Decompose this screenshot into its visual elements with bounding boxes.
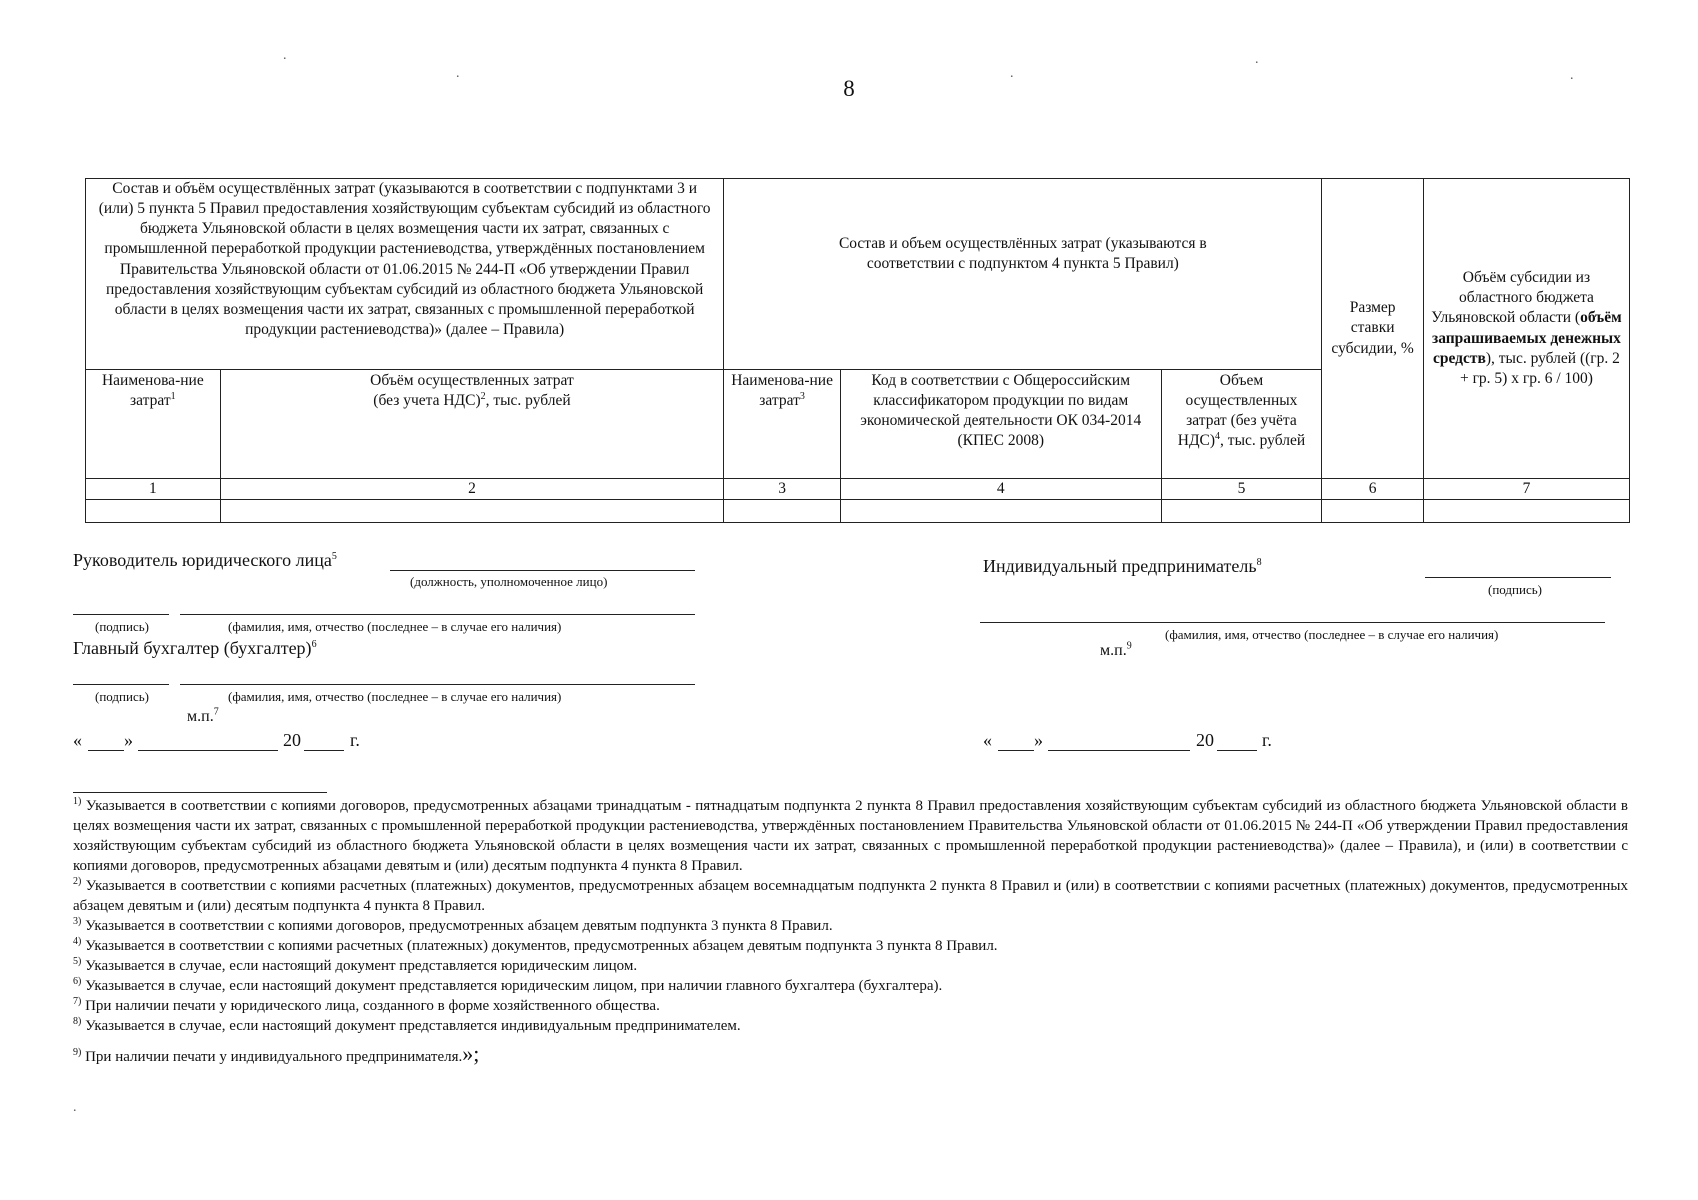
year-suffix: г. <box>350 730 360 750</box>
fio-line[interactable] <box>180 684 695 685</box>
footnote: $^{1)}$ Указывается в соответствии с копиями договоров, предусмотренных абзацами тринадцатым - пятнадцатым подпункта 2 пункта 8 Правил предоставления хозяйствующим субъектам субсидий из областного бюджета Ульяновской области в целях возмещения части их затрат, связанных с промышленной переработкой продукции растениеводства, утверждённых постановлением Правительства Ульяновской области от 01.06.2015 № 244-П «Об утверждении Правил предоставления хозяйствующим субъектам субсидий из областного бюджета Ульяновской области в целях возмещения части их затрат, связанных с промышленной переработкой продукции растениеводства)» (далее – Правила), и (или) в соответствии с копиями договоров, предусмотренных абзацами девятым и (или) десятым подпункта 4 пункта 8 Правил. <box>73 796 1628 874</box>
scan-speck: . <box>1570 68 1574 83</box>
year-prefix: 20 <box>1196 730 1214 750</box>
group-header-left: Состав и объём осуществлённых затрат (указываются в соответствии с подпунктами 3 и (или) 5 пункта 5 Правил предоставления хозяйствующим субъектам субсидий из областного бюджета Ульяновской области в целях возмещения части их затрат, связанных с промышленной переработкой продукции растениеводства, утверждённых постановлением Правительства Ульяновской области от 01.06.2015 № 244-П «Об утверждении Правил предоставления хозяйствующим субъектам субсидий из областного бюджета Ульяновской области в целях возмещения части их затрат, связанных с промышленной переработкой продукции растениеводства)» (далее – Правила) <box>86 179 724 370</box>
col5-header: Объем осуществленных затрат (без учёта НДС)$^4$, тыс. рублей <box>1161 370 1322 479</box>
column-number: 6 <box>1322 479 1424 500</box>
signature-line[interactable] <box>73 684 169 685</box>
page-number: 8 <box>843 76 855 101</box>
col2-header: Объём осуществленных затрат (без учета НДС)$^2$, тыс. рублей <box>220 370 724 479</box>
empty-cell[interactable] <box>840 500 1161 523</box>
month-line[interactable] <box>138 750 278 751</box>
footnote: $^{8)}$ Указывается в случае, если настоящий документ представляется индивидуальным предпринимателем. <box>73 1016 741 1034</box>
footnote: $^{5)}$ Указывается в случае, если настоящий документ представляется юридическим лицом. <box>73 956 638 974</box>
empty-cell[interactable] <box>1322 500 1424 523</box>
year-line[interactable] <box>304 750 344 751</box>
scan-speck: . <box>73 1100 77 1115</box>
fio-caption: (фамилия, имя, отчество (последнее – в случае его наличия) <box>228 689 562 704</box>
fio-line[interactable] <box>180 614 695 615</box>
footnote: $^{9)}$ При наличии печати у индивидуального предпринимателя.»; <box>73 1041 480 1066</box>
signature-caption: (подпись) <box>95 619 149 634</box>
closing-quote-mark: »; <box>462 1041 480 1066</box>
footnote: $^{6)}$ Указывается в случае, если настоящий документ представляется юридическим лицом, при наличии главного бухгалтера (бухгалтера). <box>73 976 943 994</box>
footnote: $^{7)}$ При наличии печати у юридического лица, созданного в форме хозяйственного общества. <box>73 996 660 1014</box>
column-number: 1 <box>86 479 221 500</box>
year-prefix: 20 <box>283 730 301 750</box>
date-open-quote: « <box>73 730 82 750</box>
col4-header: Код в соответствии с Общероссийским классификатором продукции по видам экономической деятельности ОК 034-2014 (КПЕС 2008) <box>840 370 1161 479</box>
day-line[interactable] <box>88 750 124 751</box>
table-empty-row <box>86 500 1630 523</box>
accountant-label: Главный бухгалтер (бухгалтер)$^6$ <box>73 638 317 658</box>
column-number: 4 <box>840 479 1161 500</box>
day-line[interactable] <box>998 750 1034 751</box>
signature-line[interactable] <box>73 614 169 615</box>
signature-caption: (подпись) <box>95 689 149 704</box>
fio-caption: (фамилия, имя, отчество (последнее – в случае его наличия) <box>228 619 562 634</box>
column-number-row <box>86 479 1630 500</box>
month-line[interactable] <box>1048 750 1190 751</box>
table-header-row <box>86 179 1630 370</box>
date-open-quote: « <box>983 730 992 750</box>
costs-table <box>85 178 1630 523</box>
column-number: 3 <box>724 479 841 500</box>
footnote: $^{3)}$ Указывается в соответствии с копиями договоров, предусмотренных абзацем девятым подпункта 3 пункта 8 Правил. <box>73 916 833 934</box>
stamp-label: м.п.$^9$ <box>1100 640 1132 659</box>
scan-speck: . <box>1255 52 1259 67</box>
empty-cell[interactable] <box>1161 500 1322 523</box>
head-label: Руководитель юридического лица$^5$ <box>73 550 337 570</box>
footnote: $^{2)}$ Указывается в соответствии с копиями расчетных (платежных) документов, предусмотренных абзацем восемнадцатым подпункта 2 пункта 8 Правил и (или) в соответствии с копиями расчетных (платежных) документов, предусмотренных абзацем девятым и (или) десятым подпункта 4 пункта 8 Правил. <box>73 876 1629 914</box>
position-caption: (должность, уполномоченное лицо) <box>410 574 608 589</box>
column-number: 7 <box>1423 479 1629 500</box>
year-line[interactable] <box>1217 750 1257 751</box>
column-number: 5 <box>1161 479 1322 500</box>
date-close-quote: » <box>1034 730 1043 750</box>
footnote-separator <box>73 792 327 793</box>
empty-cell[interactable] <box>86 500 221 523</box>
column-number: 2 <box>220 479 724 500</box>
footnote: $^{4)}$ Указывается в соответствии с копиями расчетных (платежных) документов, предусмотренных абзацем девятым подпункта 3 пункта 8 Правил. <box>73 936 998 954</box>
col3-header: Наименова-ние затрат$^3$ <box>724 370 841 479</box>
col1-header: Наименова-ние затрат$^1$ <box>86 370 221 479</box>
ip-fio-caption: (фамилия, имя, отчество (последнее – в случае его наличия) <box>1165 627 1499 642</box>
rate-header: Размер ставки субсидии, % <box>1322 179 1424 479</box>
empty-cell[interactable] <box>724 500 841 523</box>
scan-speck: . <box>456 66 460 81</box>
scan-speck: . <box>283 48 287 63</box>
scan-speck: . <box>1010 66 1014 81</box>
ip-signature-line[interactable] <box>1425 577 1611 578</box>
year-suffix: г. <box>1262 730 1272 750</box>
date-close-quote: » <box>124 730 133 750</box>
group-header-middle: Состав и объем осуществлённых затрат (указываются в соответствии с подпунктом 4 пункта 5 Правил) <box>724 179 1322 370</box>
ip-label: Индивидуальный предприниматель$^8$ <box>983 556 1262 576</box>
empty-cell[interactable] <box>1423 500 1629 523</box>
empty-cell[interactable] <box>220 500 724 523</box>
ip-signature-caption: (подпись) <box>1488 582 1542 597</box>
ip-fio-line[interactable] <box>980 622 1605 623</box>
footnotes <box>73 796 1628 1067</box>
subsidy-header: Объём субсидии из областного бюджета Ульяновской области (объём запрашиваемых денежных средств), тыс. рублей ((гр. 2 + гр. 5) х гр. 6 / 100) <box>1423 179 1629 479</box>
stamp-label: м.п.$^7$ <box>187 706 219 725</box>
position-line[interactable] <box>390 570 695 571</box>
